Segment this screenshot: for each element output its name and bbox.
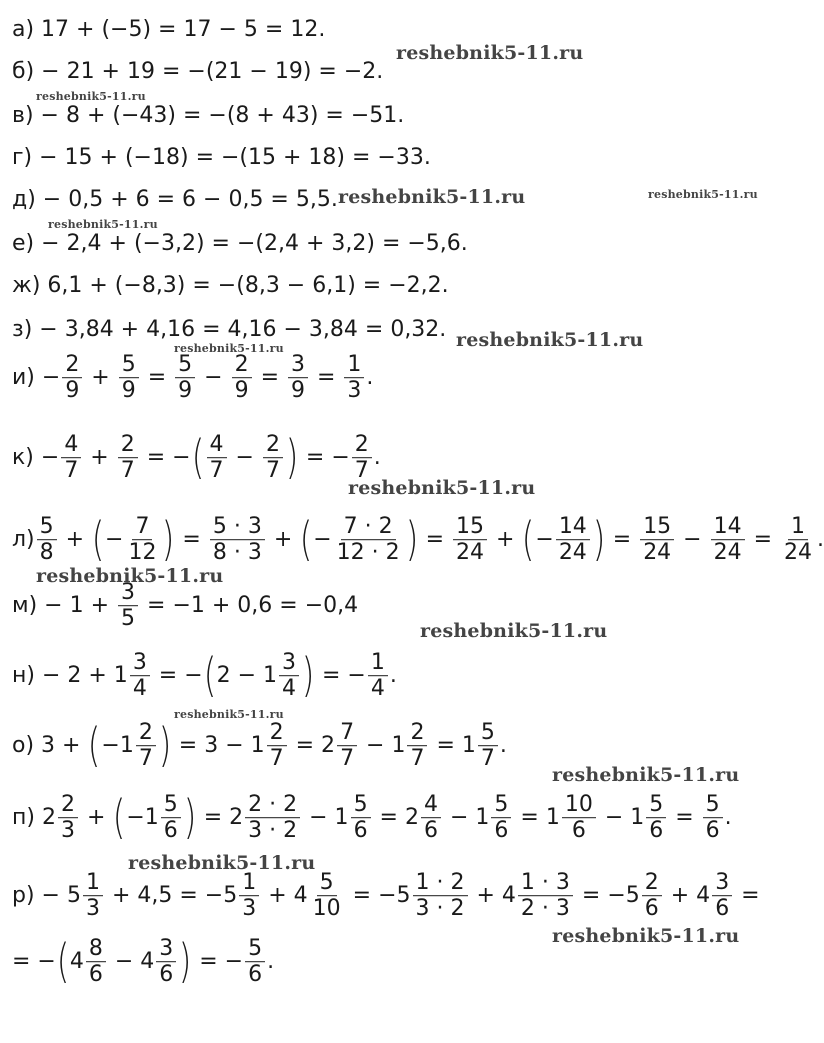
fraction — [478, 720, 498, 772]
equation-text: а) 17 + (−5) = 17 − 5 = 12. — [12, 17, 326, 42]
fraction-numerator: 1 — [344, 352, 364, 378]
fraction-numerator: 5 — [646, 792, 666, 818]
fraction-denominator: 6 — [715, 896, 730, 922]
fraction-numerator: 5 — [119, 352, 139, 378]
fraction-numerator: 14 — [711, 514, 745, 540]
fraction-denominator: 3 — [242, 896, 257, 922]
equation-text: = −5 — [574, 883, 640, 908]
fraction-numerator: 7 · 2 — [341, 514, 396, 540]
large-parenthesis: ( — [88, 718, 101, 773]
fraction-denominator: 6 — [248, 962, 263, 988]
equation-line-z — [12, 319, 446, 341]
equation-text: + 4 — [663, 883, 711, 908]
fraction-numerator: 5 — [245, 936, 265, 962]
fraction-denominator: 5 — [121, 606, 136, 632]
equation-text: = − — [151, 663, 203, 688]
equation-text: + 4 — [469, 883, 516, 908]
equation-text: = — [253, 365, 286, 390]
equation-text: . — [373, 445, 381, 470]
large-parenthesis: ) — [592, 512, 606, 567]
equation-text: − 4 — [107, 949, 155, 974]
equation-text: . — [724, 805, 732, 830]
equation-line-m — [12, 580, 358, 632]
fraction-denominator: 6 — [644, 896, 659, 922]
equation-text: л) — [12, 527, 35, 552]
fraction-numerator: 5 — [37, 514, 57, 540]
fraction-denominator: 9 — [121, 378, 136, 404]
fraction-numerator: 5 — [351, 792, 371, 818]
fraction-numerator: 3 — [130, 650, 150, 676]
fraction — [130, 650, 150, 702]
fraction-numerator: 2 — [352, 432, 372, 458]
equation-text: 4 — [69, 949, 84, 974]
equation-text: − — [313, 527, 332, 552]
equation-text: = 2 — [372, 805, 419, 830]
fraction — [161, 792, 181, 844]
fraction-numerator: 2 · 2 — [245, 792, 300, 818]
fraction-numerator: 5 — [703, 792, 723, 818]
fraction-denominator: 3 · 2 — [415, 896, 465, 922]
fraction — [86, 936, 106, 988]
equation-text: = −5 — [345, 883, 411, 908]
watermark-text: reshebnik5-11.ru — [348, 477, 536, 499]
large-parenthesis: ) — [285, 430, 299, 485]
fraction-numerator: 5 — [478, 720, 498, 746]
equation-text: + — [84, 365, 117, 390]
equation-text: н) − 2 + 1 — [12, 663, 128, 688]
fraction-numerator: 2 — [62, 352, 82, 378]
fraction-numerator: 15 — [453, 514, 487, 540]
fraction-numerator: 1 — [788, 514, 808, 540]
fraction — [175, 352, 195, 404]
fraction-numerator: 2 — [232, 352, 252, 378]
fraction — [156, 936, 176, 988]
fraction-numerator: 1 — [83, 870, 103, 896]
equation-text: 2 − 1 — [216, 663, 278, 688]
equation-text: + — [489, 527, 522, 552]
equation-text: + 4 — [261, 883, 308, 908]
fraction — [781, 514, 815, 566]
fraction — [288, 352, 308, 404]
fraction-numerator: 7 — [132, 514, 152, 540]
equation-text: е) − 2,4 + (−3,2) = −(2,4 + 3,2) = −5,6. — [12, 231, 468, 256]
fraction-numerator: 2 — [407, 720, 427, 746]
large-parenthesis: ( — [299, 512, 313, 567]
fraction-denominator: 4 — [370, 676, 385, 702]
large-parenthesis: ( — [56, 934, 70, 989]
fraction-numerator: 4 — [421, 792, 441, 818]
fraction-denominator: 7 — [354, 458, 369, 484]
fraction — [421, 792, 441, 844]
fraction-denominator: 6 — [423, 818, 438, 844]
equation-text: = 3 − 1 — [171, 733, 265, 758]
fraction — [279, 650, 299, 702]
equation-text: − 1 — [302, 805, 349, 830]
watermark-text: reshebnik5-11.ru — [174, 708, 284, 721]
equation-text: = — [734, 883, 760, 908]
watermark-text: reshebnik5-11.ru — [552, 764, 740, 786]
equation-line-g — [12, 147, 431, 169]
fraction — [518, 870, 573, 922]
equation-text: + — [58, 527, 92, 552]
equation-text: + — [79, 805, 113, 830]
equation-text: − — [105, 527, 124, 552]
watermark-text: reshebnik5-11.ru — [36, 90, 146, 103]
equation-text: = — [605, 527, 639, 552]
fraction-denominator: 6 — [353, 818, 368, 844]
equation-text: = −1 + 0,6 = −0,4 — [140, 593, 359, 618]
equation-text: = − — [192, 949, 244, 974]
fraction — [58, 792, 78, 844]
equation-text: и) − — [12, 365, 61, 390]
fraction — [407, 720, 427, 772]
fraction-numerator: 3 — [712, 870, 732, 896]
equation-text: + 4,5 = −5 — [104, 883, 238, 908]
equation-line-v — [12, 105, 404, 127]
fraction-denominator: 24 — [643, 540, 672, 566]
equation-text: к) − — [12, 445, 60, 470]
fraction-numerator: 4 — [207, 432, 227, 458]
fraction — [334, 514, 403, 566]
equation-text: − 1 — [442, 805, 490, 830]
fraction-denominator: 7 — [209, 458, 224, 484]
fraction-numerator: 1 · 3 — [518, 870, 573, 896]
equation-text: м) − 1 + — [12, 593, 117, 618]
fraction-numerator: 5 — [317, 870, 337, 896]
fraction-numerator: 5 — [491, 792, 511, 818]
equation-text: + — [266, 527, 300, 552]
large-parenthesis: ) — [158, 718, 172, 773]
fraction — [562, 792, 596, 844]
fraction-denominator: 7 — [480, 746, 495, 772]
fraction — [210, 514, 265, 566]
fraction-denominator: 24 — [456, 540, 484, 566]
fraction-denominator: 8 — [39, 540, 54, 566]
fraction-numerator: 3 — [118, 580, 138, 606]
large-parenthesis: ( — [113, 790, 126, 845]
fraction-denominator: 12 · 2 — [336, 540, 400, 566]
fraction-numerator: 2 — [118, 432, 138, 458]
equation-line-zh — [12, 275, 449, 297]
large-parenthesis: ) — [405, 512, 418, 567]
equation-line-e — [12, 233, 468, 255]
fraction — [556, 514, 590, 566]
fraction-numerator: 5 · 3 — [210, 514, 265, 540]
fraction — [491, 792, 511, 844]
equation-line-l — [12, 514, 824, 566]
fraction — [245, 936, 265, 988]
fraction — [125, 514, 159, 566]
fraction — [413, 870, 468, 922]
equation-text: − — [676, 527, 709, 552]
large-parenthesis: ( — [203, 648, 216, 703]
fraction-denominator: 6 — [163, 818, 178, 844]
large-parenthesis: ) — [162, 512, 175, 567]
fraction-denominator: 7 — [138, 746, 153, 772]
fraction — [703, 792, 723, 844]
equation-text: . — [499, 733, 507, 758]
equation-line-n — [12, 650, 397, 702]
large-parenthesis: ( — [191, 430, 204, 485]
equation-text: = − — [298, 445, 350, 470]
fraction-numerator: 14 — [556, 514, 590, 540]
fraction-denominator: 3 — [60, 818, 75, 844]
watermark-text: reshebnik5-11.ru — [338, 186, 526, 208]
fraction-denominator: 7 — [269, 746, 284, 772]
fraction-denominator: 3 — [347, 378, 362, 404]
fraction-numerator: 1 — [239, 870, 259, 896]
fraction-numerator: 5 — [175, 352, 195, 378]
fraction — [119, 352, 139, 404]
fraction-denominator: 10 — [312, 896, 341, 922]
equation-text: + — [83, 445, 116, 470]
fraction — [642, 870, 662, 922]
fraction-denominator: 7 — [265, 458, 280, 484]
watermark-text: reshebnik5-11.ru — [420, 620, 608, 642]
equation-text: з) − 3,84 + 4,16 = 4,16 − 3,84 = 0,32. — [12, 317, 447, 342]
watermark-text: reshebnik5-11.ru — [396, 42, 584, 64]
fraction-denominator: 7 — [120, 458, 135, 484]
fraction — [232, 352, 252, 404]
fraction — [640, 514, 674, 566]
fraction-denominator: 9 — [234, 378, 249, 404]
fraction — [136, 720, 156, 772]
equation-text: − — [535, 527, 554, 552]
fraction-numerator: 1 · 2 — [413, 870, 468, 896]
equation-text: . — [389, 663, 397, 688]
equation-line-r — [12, 870, 760, 922]
equation-text: = 1 — [429, 733, 476, 758]
fraction — [62, 352, 82, 404]
watermark-text: reshebnik5-11.ru — [648, 188, 758, 201]
fraction-numerator: 7 — [337, 720, 357, 746]
fraction — [310, 870, 344, 922]
fraction — [207, 432, 227, 484]
fraction-denominator: 3 — [85, 896, 100, 922]
equation-line-o — [12, 720, 507, 772]
equation-line-a — [12, 19, 325, 41]
fraction-denominator: 24 — [713, 540, 742, 566]
equation-text: = − — [139, 445, 191, 470]
fraction-numerator: 3 — [288, 352, 308, 378]
watermark-text: reshebnik5-11.ru — [552, 925, 740, 947]
fraction — [712, 870, 732, 922]
equation-text: = 1 — [513, 805, 560, 830]
fraction-denominator: 24 — [558, 540, 587, 566]
equation-text: − — [228, 445, 261, 470]
fraction-denominator: 9 — [178, 378, 193, 404]
fraction-numerator: 2 — [136, 720, 156, 746]
equation-text: = — [175, 527, 208, 552]
equation-text: −1 — [126, 805, 159, 830]
fraction — [711, 514, 745, 566]
equation-text: = — [140, 365, 174, 390]
equation-line-i — [12, 352, 373, 404]
equation-text: б) − 21 + 19 = −(21 − 19) = −2. — [12, 59, 384, 84]
large-parenthesis: ) — [301, 648, 315, 703]
fraction-numerator: 4 — [61, 432, 81, 458]
fraction-numerator: 2 — [267, 720, 287, 746]
fraction-denominator: 8 · 3 — [212, 540, 262, 566]
fraction-denominator: 6 — [88, 962, 103, 988]
equation-text: = — [418, 527, 451, 552]
equation-text: р) − 5 — [12, 883, 81, 908]
fraction — [646, 792, 666, 844]
watermark-text: reshebnik5-11.ru — [456, 329, 644, 351]
fraction-denominator: 6 — [705, 818, 720, 844]
fraction-numerator: 2 — [58, 792, 78, 818]
fraction-denominator: 2 · 3 — [520, 896, 570, 922]
fraction — [245, 792, 300, 844]
equation-line-b — [12, 61, 383, 83]
fraction-denominator: 6 — [649, 818, 664, 844]
fraction-denominator: 7 — [410, 746, 425, 772]
equation-line-r2 — [12, 936, 274, 988]
equation-text: г) − 15 + (−18) = −(15 + 18) = −33. — [12, 145, 431, 170]
fraction-denominator: 6 — [571, 818, 586, 844]
fraction-denominator: 12 — [128, 540, 157, 566]
fraction — [368, 650, 388, 702]
fraction — [118, 580, 138, 632]
fraction-denominator: 4 — [132, 676, 147, 702]
fraction-denominator: 3 · 2 — [248, 818, 298, 844]
equation-text: = 2 — [288, 733, 336, 758]
equation-text: −1 — [101, 733, 134, 758]
large-parenthesis: ) — [183, 790, 197, 845]
fraction-denominator: 9 — [291, 378, 305, 404]
equation-text: − 1 — [359, 733, 406, 758]
fraction-numerator: 3 — [156, 936, 176, 962]
equation-text: ж) 6,1 + (−8,3) = −(8,3 − 6,1) = −2,2. — [12, 273, 449, 298]
equation-text: . — [267, 949, 275, 974]
watermark-text: reshebnik5-11.ru — [48, 218, 158, 231]
equation-text: . — [817, 527, 824, 552]
equation-line-p — [12, 792, 732, 844]
equation-text: = — [668, 805, 701, 830]
equation-text: = − — [315, 663, 366, 688]
equation-text: п) 2 — [12, 805, 56, 830]
fraction-numerator: 10 — [562, 792, 596, 818]
fraction — [267, 720, 287, 772]
equation-line-k — [12, 432, 381, 484]
fraction — [239, 870, 259, 922]
equation-line-d — [12, 189, 338, 211]
equation-text: = — [310, 365, 343, 390]
equation-text: − — [197, 365, 230, 390]
fraction — [351, 792, 371, 844]
equation-text: д) − 0,5 + 6 = 6 − 0,5 = 5,5. — [12, 187, 338, 212]
fraction-numerator: 2 — [642, 870, 662, 896]
fraction-denominator: 24 — [784, 540, 813, 566]
fraction — [83, 870, 103, 922]
fraction-denominator: 7 — [64, 458, 79, 484]
fraction — [61, 432, 81, 484]
fraction-denominator: 6 — [494, 818, 509, 844]
fraction-numerator: 1 — [368, 650, 388, 676]
fraction — [37, 514, 57, 566]
large-parenthesis: ( — [91, 512, 105, 567]
fraction-denominator: 7 — [340, 746, 355, 772]
equation-text: . — [366, 365, 374, 390]
fraction-numerator: 5 — [161, 792, 181, 818]
fraction-numerator: 2 — [263, 432, 283, 458]
equation-text: о) 3 + — [12, 733, 88, 758]
fraction — [344, 352, 364, 404]
large-parenthesis: ( — [522, 512, 535, 567]
fraction — [263, 432, 283, 484]
equation-text: = 2 — [196, 805, 244, 830]
equation-text: = — [746, 527, 780, 552]
fraction-numerator: 15 — [640, 514, 674, 540]
fraction-numerator: 8 — [86, 936, 106, 962]
equation-text: = − — [12, 949, 56, 974]
fraction — [118, 432, 138, 484]
equation-text: − 1 — [597, 805, 645, 830]
watermark-text: reshebnik5-11.ru — [128, 852, 316, 874]
large-parenthesis: ) — [178, 934, 192, 989]
fraction-denominator: 4 — [282, 676, 297, 702]
fraction-denominator: 9 — [65, 378, 80, 404]
equation-text: в) − 8 + (−43) = −(8 + 43) = −51. — [12, 103, 405, 128]
watermark-text: reshebnik5-11.ru — [36, 565, 224, 587]
watermark-text: reshebnik5-11.ru — [174, 342, 284, 355]
fraction-numerator: 3 — [279, 650, 299, 676]
fraction — [453, 514, 487, 566]
fraction — [337, 720, 357, 772]
fraction-denominator: 6 — [159, 962, 174, 988]
